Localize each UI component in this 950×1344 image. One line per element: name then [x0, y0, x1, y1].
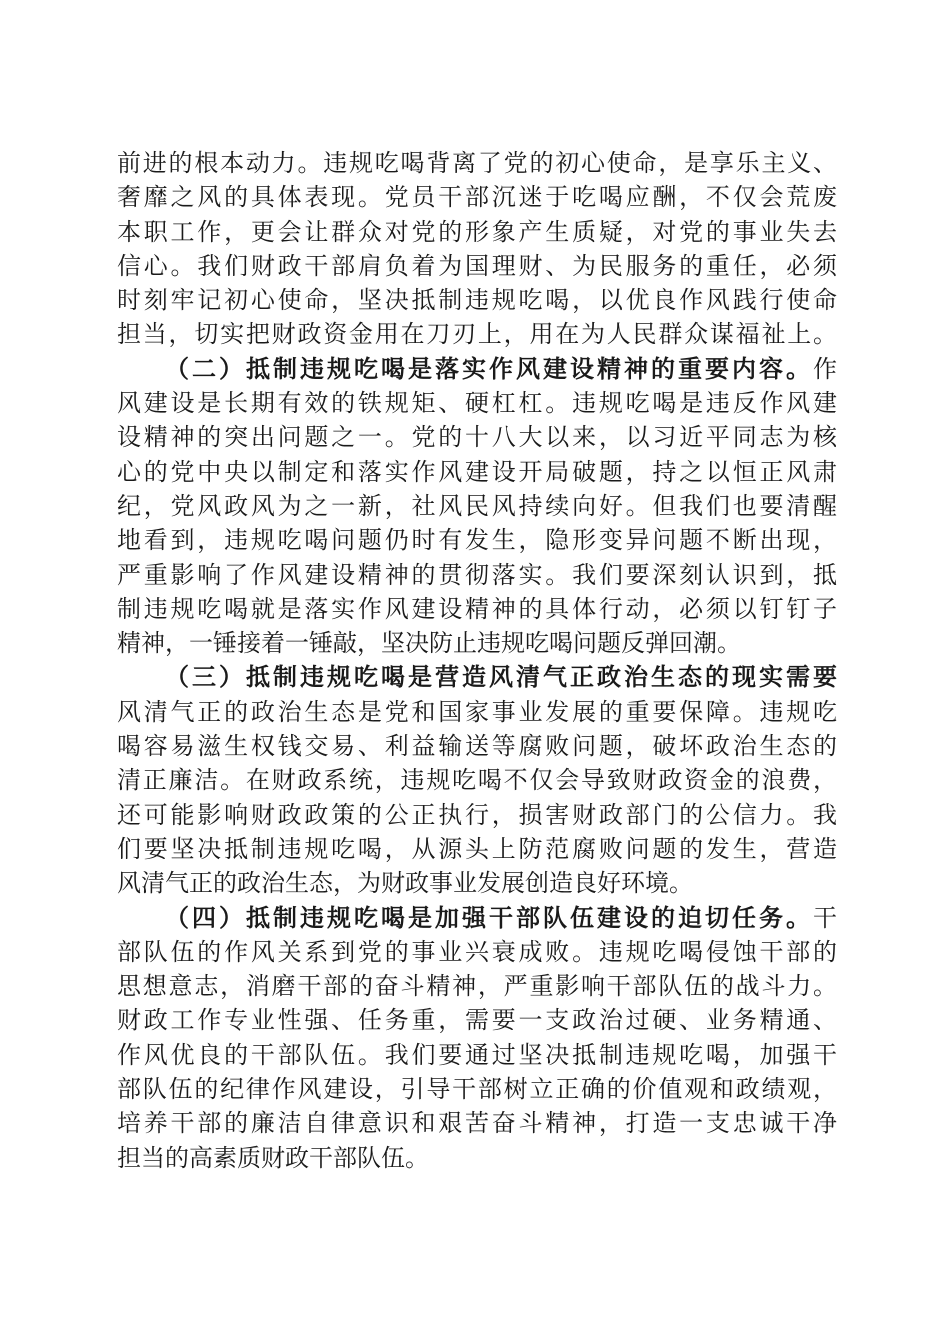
text-line: 严重影响了作风建设精神的贯彻落实。我们要深刻认识到，抵: [117, 560, 837, 589]
text-line: 纪，党风政风为之一新，社风民风持续向好。但我们也要清醒: [117, 491, 837, 520]
text-line: 奢靡之风的具体表现。党员干部沉迷于吃喝应酬，不仅会荒废: [117, 183, 837, 212]
text-line: 财政工作专业性强、任务重，需要一支政治过硬、业务精通、: [117, 1006, 837, 1035]
text-line: 地看到，违规吃喝问题仍时有发生，隐形变异问题不断出现，: [117, 526, 837, 555]
section-heading: （四）抵制违规吃喝是加强干部队伍建设的迫切任务。: [165, 902, 813, 932]
text-line: 时刻牢记初心使命，坚决抵制违规吃喝，以优良作风践行使命: [117, 286, 837, 315]
heading-trailing-text: 作: [813, 354, 837, 383]
text-line: 信心。我们财政干部肩负着为国理财、为民服务的重任，必须: [117, 251, 837, 280]
section-heading: （二）抵制违规吃喝是落实作风建设精神的重要内容。: [165, 353, 813, 383]
text-line: 思想意志，消磨干部的奋斗精神，严重影响干部队伍的战斗力。: [117, 972, 837, 1001]
paragraph-first-line: [117, 901, 837, 935]
text-line: 清正廉洁。在财政系统，违规吃喝不仅会导致财政资金的浪费，: [117, 766, 837, 795]
document-page: [117, 146, 837, 1175]
text-line: 精神，一锤接着一锤敲，坚决防止违规吃喝问题反弹回潮。: [117, 629, 741, 658]
text-line: 本职工作，更会让群众对党的形象产生质疑，对党的事业失去: [117, 217, 837, 246]
paragraph-first-line: [117, 660, 837, 694]
paragraph-2: [117, 352, 837, 661]
section-heading: （三）抵制违规吃喝是营造风清气正政治生态的现实需要: [165, 662, 837, 692]
paragraph-3: [117, 660, 837, 900]
heading-trailing-text: 干: [813, 903, 837, 932]
text-line: 部队伍的作风关系到党的事业兴衰成败。违规吃喝侵蚀干部的: [117, 937, 837, 966]
text-line: 风建设是长期有效的铁规矩、硬杠杠。违规吃喝是违反作风建: [117, 389, 837, 418]
paragraph-1: [117, 146, 837, 352]
text-line: 风清气正的政治生态，为财政事业发展创造良好环境。: [117, 869, 693, 898]
text-line: 们要坚决抵制违规吃喝，从源头上防范腐败问题的发生，营造: [117, 834, 837, 863]
paragraph-4: [117, 901, 837, 1175]
text-line: 还可能影响财政政策的公正执行，损害财政部门的公信力。我: [117, 800, 837, 829]
text-line: 担当，切实把财政资金用在刀刃上，用在为人民群众谋福祉上。: [117, 320, 837, 349]
text-line: 制违规吃喝就是落实作风建设精神的具体行动，必须以钉钉子: [117, 594, 837, 623]
text-line: 培养干部的廉洁自律意识和艰苦奋斗精神，打造一支忠诚干净: [117, 1109, 837, 1138]
text-line: 喝容易滋生权钱交易、利益输送等腐败问题，破坏政治生态的: [117, 732, 837, 761]
text-line: 心的党中央以制定和落实作风建设开局破题，持之以恒正风肃: [117, 457, 837, 486]
text-line: 担当的高素质财政干部队伍。: [117, 1143, 429, 1172]
text-line: 前进的根本动力。违规吃喝背离了党的初心使命，是享乐主义、: [117, 149, 837, 177]
text-line: 作风优良的干部队伍。我们要通过坚决抵制违规吃喝，加强干: [117, 1040, 837, 1069]
paragraph-first-line: [117, 352, 837, 386]
text-line: 风清气正的政治生态是党和国家事业发展的重要保障。违规吃: [117, 697, 837, 726]
text-line: 部队伍的纪律作风建设，引导干部树立正确的价值观和政绩观，: [117, 1075, 837, 1104]
text-line: 设精神的突出问题之一。党的十八大以来，以习近平同志为核: [117, 423, 837, 452]
